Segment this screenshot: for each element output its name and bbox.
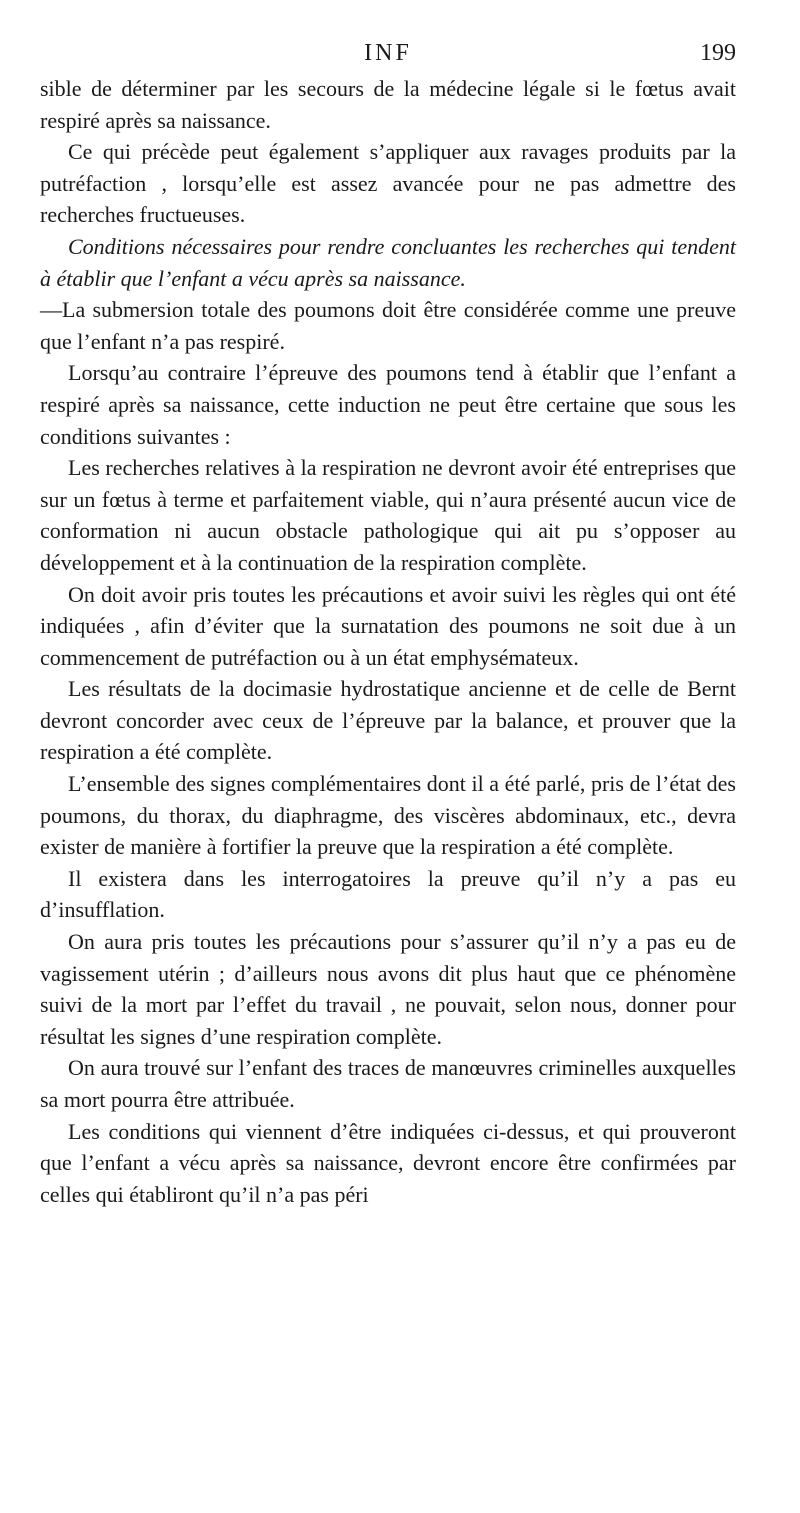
- paragraph-10: On aura pris toutes les précautions pour s’assurer qu’il n’y a pas eu de vagissement utérin ; d’ailleurs nous avons dit plus haut que ce phénomène suivi de la mort par l’effet du travail , ne pouvait, selon nous, donner pour résultat les signes d’une respiration complète.: [40, 929, 736, 1049]
- paragraph-12: Les conditions qui viennent d’être indiquées ci-dessus, et qui prouveront que l’enfant a vécu après sa naissance, devront encore être confirmées par celles qui établiront qu’il n’a pas péri: [40, 1118, 736, 1207]
- paragraph-4: Lorsqu’au contraire l’épreuve des poumons tend à établir que l’enfant a respiré après sa naissance, cette induction ne peut être certaine que sous les conditions suivantes :: [40, 360, 736, 449]
- paragraph-5: Les recherches relatives à la respiration ne devront avoir été entreprises que sur un fœtus à terme et parfaitement viable, qui n’aura présenté aucun vice de conformation ni aucun obstacle pathologique qui ait pu s’opposer au développement et à la continuation de la respiration complète.: [40, 455, 736, 575]
- paragraph-2: Ce qui précède peut également s’appliquer aux ravages produits par la putréfaction , lorsqu’elle est assez avancée pour ne pas admettre des recherches fructueuses.: [40, 139, 736, 228]
- paragraph-7: Les résultats de la docimasie hydrostatique ancienne et de celle de Bernt devront concorder avec ceux de l’épreuve par la balance, et prouver que la respiration a été complète.: [40, 676, 736, 765]
- page-header: [40, 38, 736, 68]
- paragraph-9: Il existera dans les interrogatoires la preuve qu’il n’y a pas eu d’insufflation.: [40, 865, 736, 923]
- paragraph-11: On aura trouvé sur l’enfant des traces de manœuvres criminelles auxquelles sa mort pourra être attribuée.: [40, 1055, 736, 1112]
- paragraph-6: On doit avoir pris toutes les précautions et avoir suivi les règles qui ont été indiquées , afin d’éviter que la surnatation des poumons ne soit due à un commencement de putréfaction ou à un état emphysémateux.: [40, 581, 736, 670]
- paragraph-1: sible de déterminer par les secours de la médecine légale si le fœtus avait respiré après sa naissance.: [40, 76, 736, 133]
- section-heading: Conditions nécessaires pour rendre concluantes les recherches qui tendent à établir que l’enfant a vécu après sa naissance.: [40, 233, 736, 291]
- page-number: 199: [700, 40, 736, 66]
- paragraph-8: L’ensemble des signes complémentaires dont il a été parlé, pris de l’état des poumons, du thorax, du diaphragme, des viscères abdominaux, etc., devra exister de manière à fortifier la preuve que la respiration a été complète.: [40, 771, 736, 860]
- body-text: [40, 73, 736, 1210]
- paragraph-3: —La submersion totale des poumons doit être considérée comme une preuve que l’enfant n’a pas respiré.: [40, 297, 736, 354]
- running-head: INF: [364, 40, 412, 66]
